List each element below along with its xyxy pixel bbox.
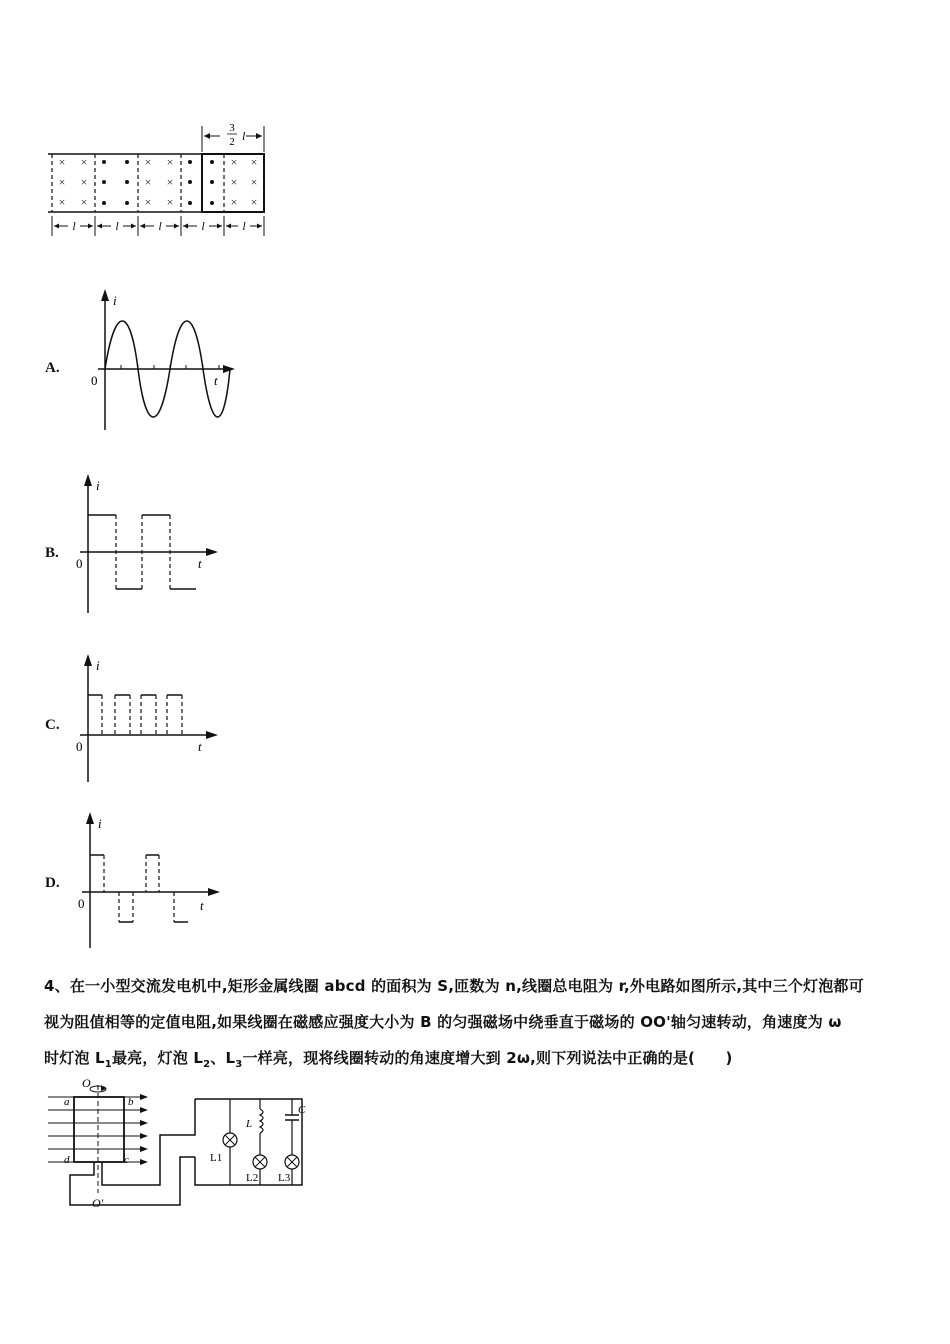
option-b-graph bbox=[70, 468, 230, 618]
svg-text:i: i bbox=[96, 658, 100, 673]
svg-text:0: 0 bbox=[76, 556, 83, 571]
svg-text:×: × bbox=[250, 175, 258, 189]
svg-text:i: i bbox=[113, 293, 117, 308]
svg-text:O': O' bbox=[92, 1196, 104, 1210]
svg-text:3: 3 bbox=[229, 122, 235, 134]
svg-text:×: × bbox=[144, 175, 152, 189]
generator-circuit-figure bbox=[40, 1075, 320, 1215]
option-a-graph bbox=[80, 285, 240, 435]
question-line-1: 4、在一小型交流发电机中,矩形金属线圈 abcd 的面积为 S,匝数为 n,线圈总电阻为 r,外电路如图所示,其中三个灯泡都可 bbox=[44, 977, 864, 995]
svg-text:2: 2 bbox=[229, 136, 235, 148]
svg-text:0: 0 bbox=[78, 896, 85, 911]
svg-text:l: l bbox=[242, 219, 246, 233]
svg-text:×: × bbox=[166, 175, 174, 189]
svg-text:l: l bbox=[115, 219, 119, 233]
option-c-label: C. bbox=[45, 717, 60, 733]
svg-text:×: × bbox=[58, 175, 66, 189]
svg-text:l: l bbox=[72, 219, 76, 233]
svg-text:L: L bbox=[246, 1118, 253, 1130]
svg-text:×: × bbox=[144, 155, 152, 169]
svg-text:L2: L2 bbox=[246, 1172, 259, 1184]
svg-text:t: t bbox=[198, 556, 202, 571]
svg-text:×: × bbox=[80, 155, 88, 169]
svg-text:t: t bbox=[198, 739, 202, 754]
svg-text:×: × bbox=[58, 155, 66, 169]
svg-text:d: d bbox=[64, 1154, 70, 1166]
svg-text:×: × bbox=[80, 175, 88, 189]
coil-abcd bbox=[74, 1097, 124, 1162]
svg-text:t: t bbox=[200, 898, 204, 913]
svg-text:l: l bbox=[242, 129, 246, 143]
svg-text:l: l bbox=[201, 219, 205, 233]
svg-text:×: × bbox=[230, 195, 238, 209]
svg-text:×: × bbox=[230, 155, 238, 169]
svg-text:L3: L3 bbox=[278, 1172, 291, 1184]
svg-text:×: × bbox=[250, 195, 258, 209]
svg-text:i: i bbox=[98, 816, 102, 831]
svg-text:0: 0 bbox=[76, 739, 83, 754]
svg-text:c: c bbox=[124, 1154, 129, 1166]
option-c-graph bbox=[70, 650, 230, 785]
inductor-l bbox=[260, 1109, 263, 1133]
svg-text:i: i bbox=[96, 478, 100, 493]
svg-text:×: × bbox=[58, 195, 66, 209]
svg-text:×: × bbox=[80, 195, 88, 209]
svg-text:O: O bbox=[82, 1076, 91, 1090]
magnetic-field-figure bbox=[40, 118, 280, 248]
svg-text:l: l bbox=[158, 219, 162, 233]
question-line-3: 时灯泡 $L_1$最亮，灯泡 $L_2$、$L_3$一样亮，现将线圈转动的角速度增大到 2ω,则下列说法中正确的是( ) bbox=[44, 1049, 733, 1070]
svg-text:×: × bbox=[250, 155, 258, 169]
question-4-text bbox=[44, 968, 912, 1083]
svg-text:b: b bbox=[128, 1096, 134, 1108]
svg-text:t: t bbox=[214, 373, 218, 388]
svg-text:×: × bbox=[166, 195, 174, 209]
svg-text:a: a bbox=[64, 1096, 70, 1108]
option-b-label: B. bbox=[45, 545, 59, 561]
svg-text:0: 0 bbox=[91, 373, 98, 388]
option-d-graph bbox=[70, 806, 230, 951]
question-line-2: 视为阻值相等的定值电阻,如果线圈在磁感应强度大小为 B 的匀强磁场中绕垂直于磁场的 OO'轴匀速转动，角速度为 ω bbox=[44, 1013, 842, 1031]
svg-text:C: C bbox=[298, 1104, 306, 1116]
svg-text:×: × bbox=[144, 195, 152, 209]
option-a-label: A. bbox=[45, 360, 60, 376]
svg-text:×: × bbox=[230, 175, 238, 189]
svg-text:×: × bbox=[166, 155, 174, 169]
svg-text:L1: L1 bbox=[210, 1152, 223, 1164]
option-d-label: D. bbox=[45, 875, 60, 891]
